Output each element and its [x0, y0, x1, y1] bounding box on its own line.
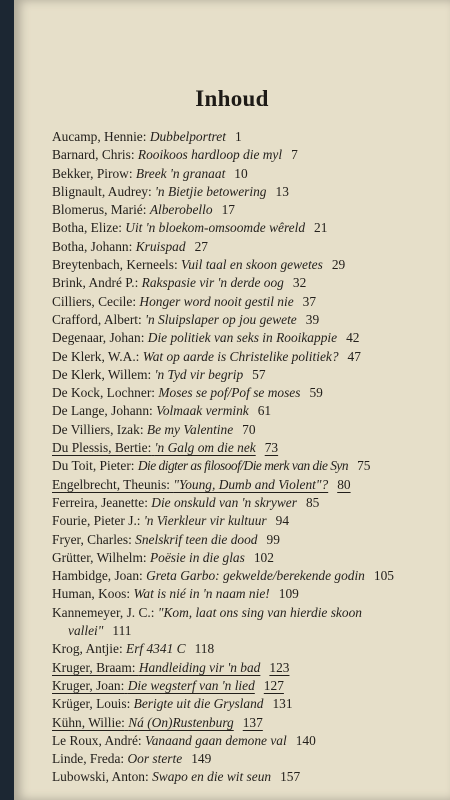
toc-entry: Grütter, Wilhelm: Poësie in die glas 102 — [52, 549, 274, 565]
toc-entry: Kühn, Willie: Ná (On)Rustenburg 137 — [52, 714, 263, 730]
toc-entry: De Klerk, W.A.: Wat op aarde is Christelike politiek? 47 — [52, 348, 361, 364]
toc-entry: Kannemeyer, J. C.: "Kom, laat ons sing van hierdie skoon — [52, 604, 362, 620]
toc-entry: Aucamp, Hennie: Dubbelportret 1 — [52, 129, 242, 144]
book-page — [14, 0, 450, 800]
toc-entry: Breytenbach, Kerneels: Vuil taal en skoon gewetes 29 — [52, 257, 346, 273]
toc-entry-continuation: vallei" 111 — [68, 623, 132, 639]
toc-entry: De Villiers, Izak: Be my Valentine 70 — [52, 421, 256, 437]
toc-entry: Du Toit, Pieter: Die digter as filosoof/Die merk van die Syn 75 — [52, 458, 371, 474]
toc-entry: Le Roux, André: Vanaand gaan demone val 140 — [52, 732, 316, 748]
toc-entry: Human, Koos: Wat is nié in 'n naam nie! 109 — [52, 586, 299, 602]
toc-entry: Hambidge, Joan: Greta Garbo: gekwelde/berekende godin 105 — [52, 568, 394, 584]
toc-entry: Kruger, Braam: Handleiding vir 'n bad 123 — [52, 659, 290, 675]
toc-entry: Engelbrecht, Theunis: "Young, Dumb and Violent"? 80 — [52, 476, 351, 492]
toc-entry: Cilliers, Cecile: Honger word nooit gestil nie 37 — [52, 293, 317, 309]
toc-entry: Ferreira, Jeanette: Die onskuld van 'n skrywer 85 — [52, 494, 320, 510]
toc-entry: Blignault, Audrey: 'n Bietjie betowering 13 — [52, 183, 289, 199]
toc-entry: Botha, Elize: Uit 'n bloekom-omsoomde wêreld 21 — [52, 220, 328, 236]
toc-entry: De Kock, Lochner: Moses se pof/Pof se moses 59 — [52, 385, 323, 401]
toc-entry: Blomerus, Marié: Alberobello 17 — [52, 202, 235, 218]
page-title: Inhoud — [195, 86, 269, 111]
toc-entry: Bekker, Pirow: Breek 'n granaat 10 — [52, 165, 248, 181]
toc-entry: Krog, Antjie: Erf 4341 C 118 — [52, 641, 215, 657]
toc-entry: Degenaar, Johan: Die politiek van seks in Rooikappie 42 — [52, 330, 360, 346]
toc-entry: Brink, André P.: Rakspasie vir 'n derde oog 32 — [52, 275, 307, 291]
toc-entry: Lubowski, Anton: Swapo en die wit seun 157 — [52, 769, 301, 785]
toc-entry: Du Plessis, Bertie: 'n Galg om die nek 73 — [52, 440, 279, 456]
toc-entry: Kruger, Joan: Die wegsterf van 'n lied 127 — [52, 677, 284, 693]
toc-entry: Botha, Johann: Kruispad 27 — [52, 238, 208, 254]
toc-entry: Fryer, Charles: Snelskrif teen die dood 99 — [52, 531, 280, 547]
toc-entry: Fourie, Pieter J.: 'n Vierkleur vir kultuur 94 — [52, 513, 290, 529]
toc-entry: Linde, Freda: Oor sterte 149 — [52, 751, 212, 767]
toc-entry: Krüger, Louis: Berigte uit die Grysland 131 — [52, 696, 293, 712]
table-of-contents — [52, 128, 447, 787]
toc-entry: De Klerk, Willem: 'n Tyd vir begrip 57 — [52, 366, 266, 382]
toc-entry: Crafford, Albert: 'n Sluipslaper op jou gewete 39 — [52, 311, 320, 327]
toc-entry: De Lange, Johann: Volmaak vermink 61 — [52, 403, 272, 419]
toc-entry: Barnard, Chris: Rooikoos hardloop die myl 7 — [52, 147, 298, 163]
